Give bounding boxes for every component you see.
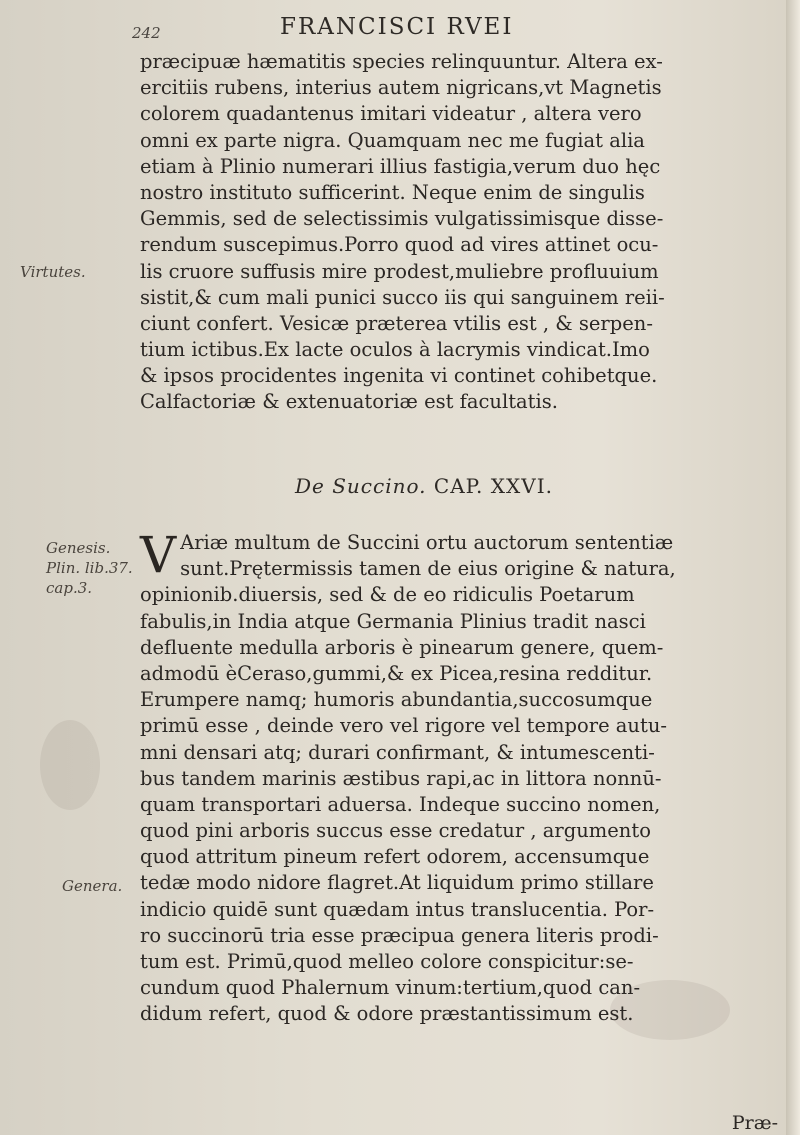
text-line: tedæ modo nidore flagret.At liquidum primo stillare xyxy=(140,871,654,895)
text-line: nostro instituto sufficerint. Neque enim de singulis xyxy=(140,180,645,204)
text-line: præcipuæ hæmatitis species relinquuntur. Altera ex- xyxy=(140,50,663,73)
text-line: Gemmis, sed de selectissimis vulgatissimisque disse- xyxy=(140,207,664,231)
text-line: colorem quadantenus imitari videatur , altera vero xyxy=(140,102,642,126)
text-line: indicio quidē sunt quædam intus translucentia. Por- xyxy=(140,897,655,921)
catchword: Præ- xyxy=(731,1112,778,1134)
text-line: defluente medulla arboris è pinearum genere, quem- xyxy=(140,635,664,659)
text-line: opinionib.diuersis, sed & de eo ridiculis Poetarum xyxy=(140,583,635,607)
text-line: sistit,& cum mali punici succo iis qui sanguinem reii- xyxy=(140,285,665,309)
margin-note-line: cap.3. xyxy=(46,579,93,597)
text-line: omni ex parte nigra. Quamquam nec me fugiat alia xyxy=(140,128,645,152)
text-line: rendum suscepimus.Porro quod ad vires attinet ocu- xyxy=(140,233,659,257)
text-line: Erumpere namq; humoris abundantia,succosumque xyxy=(140,688,653,712)
text-block-top xyxy=(140,49,780,416)
text-line: ro succinorū tria esse præcipua genera literis prodi- xyxy=(140,923,659,947)
text-line: admodū èCeraso,gummi,& ex Picea,resina redditur. xyxy=(140,661,653,685)
text-line: Calfactoriæ & extenuatoriæ est facultatis. xyxy=(140,390,558,414)
margin-note-genera: Genera. xyxy=(62,877,123,895)
text-line: tum est. Primū,quod melleo colore conspicitur:se- xyxy=(140,950,634,973)
chapter-heading xyxy=(295,474,553,498)
text-line: ciunt confert. Vesicæ præterea vtilis est , & serpen- xyxy=(140,311,653,335)
running-head: FRANCISCI RVEI xyxy=(280,14,514,40)
text-line: didum refert, quod & odore præstantissimum est. xyxy=(140,1002,634,1026)
text-line: etiam à Plinio numerari illius fastigia,verum duo hęc xyxy=(140,154,661,178)
page-edge xyxy=(786,0,800,1135)
page-stain xyxy=(40,720,100,810)
text-line: bus tandem marinis æstibus rapi,ac in littora nonnū- xyxy=(140,766,662,790)
margin-note-virtutes: Virtutes. xyxy=(20,263,86,281)
margin-note-line: Plin. lib.37. xyxy=(46,559,133,577)
text-line: quam transportari aduersa. Indeque succino nomen, xyxy=(140,792,661,816)
text-line: sunt.Prętermissis tamen de eius origine & natura, xyxy=(180,557,676,581)
margin-note-genesis xyxy=(46,538,138,598)
text-block-succino xyxy=(140,526,780,1028)
text-line: & ipsos procidentes ingenita vi continet cohibetque. xyxy=(140,364,658,388)
text-line: quod attritum pineum refert odorem, accensumque xyxy=(140,845,650,869)
text-line: ercitiis rubens, interius autem nigricans,vt Magnetis xyxy=(140,76,662,100)
margin-note-line: Genesis. xyxy=(46,539,111,557)
drop-cap: V xyxy=(140,526,177,584)
text-line: primū esse , deinde vero vel rigore vel tempore autu- xyxy=(140,714,667,738)
text-line: cundum quod Phalernum vinum:tertium,quod can- xyxy=(140,976,641,1000)
text-line: quod pini arboris succus esse credatur , argumento xyxy=(140,819,651,843)
text-line: tium ictibus.Ex lacte oculos à lacrymis vindicat.Imo xyxy=(140,338,650,362)
chapter-number: CAP. XXVI. xyxy=(433,474,553,498)
text-line: Ariæ multum de Succini ortu auctorum sententiæ xyxy=(180,531,674,554)
text-line: mni densari atq; durari confirmant, & intumescenti- xyxy=(140,740,655,764)
text-line: lis cruore suffusis mire prodest,muliebre profluuium xyxy=(140,259,659,283)
page-number: 242 xyxy=(132,24,161,42)
chapter-title: De Succino. xyxy=(295,474,427,498)
text-line: fabulis,in India atque Germania Plinius tradit nasci xyxy=(140,609,646,633)
